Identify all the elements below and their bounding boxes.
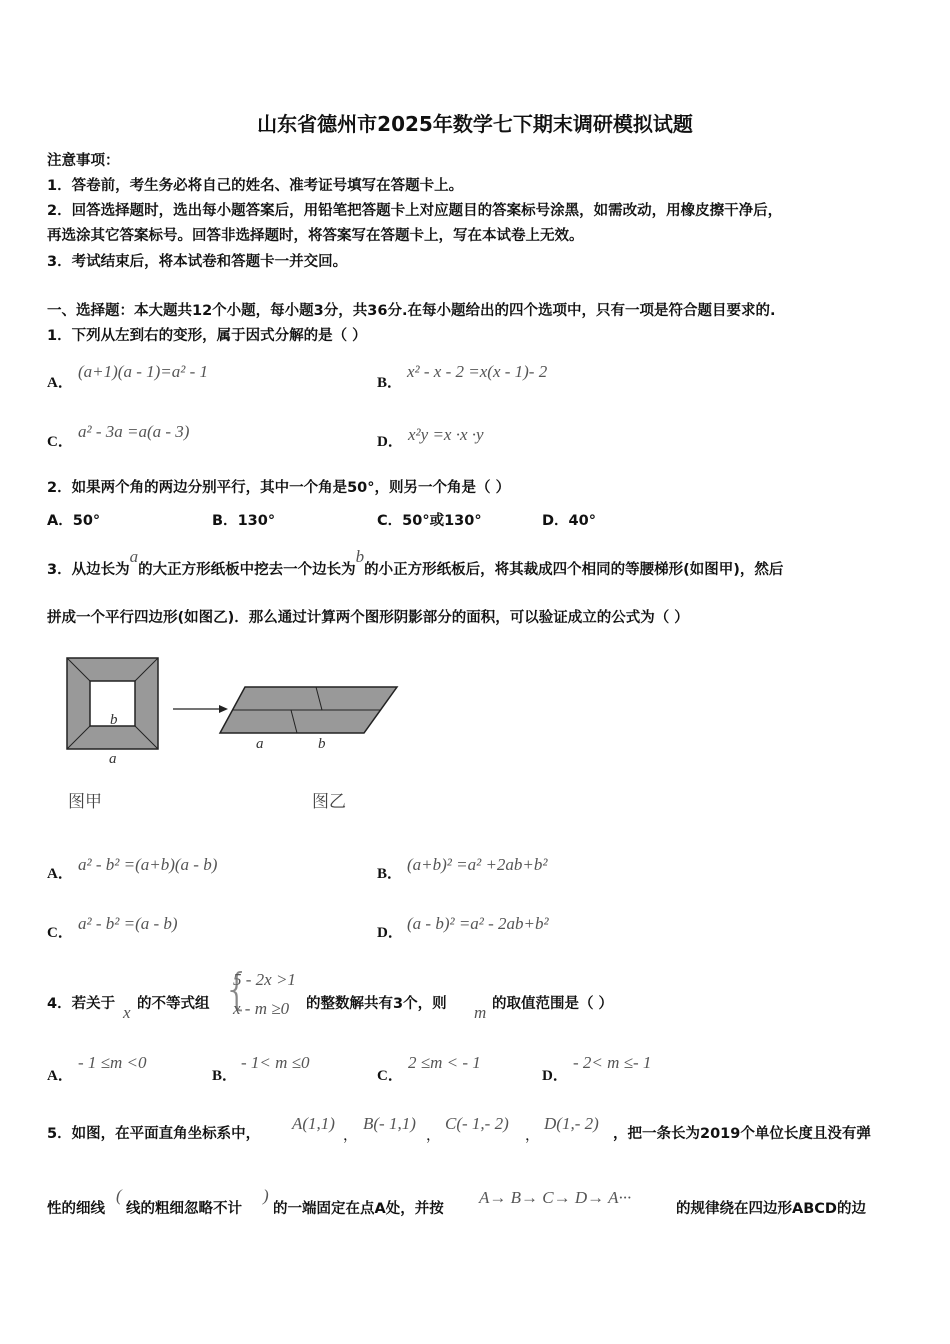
q3-option-a-label: A． xyxy=(47,866,73,882)
q1-option-d-label: D． xyxy=(377,434,403,450)
q5-l2a: 性的细线 xyxy=(47,1201,105,1217)
q4-option-b-label: B． xyxy=(212,1068,238,1084)
q4-p2: 的不等式组 xyxy=(137,996,210,1012)
q5-l2b: 线的粗细忽略不计 xyxy=(126,1201,242,1217)
q4-option-c-math: 2 ≤m < - 1 xyxy=(408,1053,481,1072)
q3-stem-line2: 拼成一个平行四边形(如图乙)．那么通过计算两个图形阴影部分的面积，可以验证成立的公式为（ ） xyxy=(47,610,689,626)
q2-option-a xyxy=(47,512,100,530)
q3-option-a-math: a² - b² =(a+b)(a - b) xyxy=(78,855,218,874)
q3-option-d-math: (a - b)² =a² - 2ab+b² xyxy=(407,914,549,933)
q2-stem: 2．如果两个角的两边分别平行，其中一个角是50°，则另一个角是（ ） xyxy=(47,480,511,496)
q2-option-d xyxy=(542,512,596,530)
q1-option-b-math: x² - x - 2 =x(x - 1)- 2 xyxy=(407,362,548,381)
q4-option-a-math: - 1 ≤m <0 xyxy=(78,1053,147,1072)
q4-p1: 4．若关于 xyxy=(47,996,116,1012)
q1-option-c-math: a² - 3a =a(a - 3) xyxy=(78,422,190,441)
q4-system-2: x - m ≥0 xyxy=(233,999,290,1018)
text: 50° xyxy=(72,513,101,529)
sep: ， xyxy=(426,1128,441,1144)
q1-option-d-math: x²y =x ·x ·y xyxy=(408,425,484,444)
q4-p4: 的取值范围是（ ） xyxy=(492,996,614,1012)
point-b: B(- 1,1) xyxy=(363,1114,416,1133)
q3-option-b-label: B． xyxy=(377,866,403,882)
q2-option-c xyxy=(377,512,482,530)
q3-stem xyxy=(47,547,784,579)
fig2-label-a: a xyxy=(256,736,264,752)
notice-item: 2．回答选择题时，选出每小题答案后，用铅笔把答题卡上对应题目的答案标号涂黑，如需改动，用橡皮擦干净后， xyxy=(47,203,783,219)
fig2-caption: 图乙 xyxy=(312,792,346,812)
notice-item: 再选涂其它答案标号。回答非选择题时，将答案写在答题卡上，写在本试卷上无效。 xyxy=(47,228,584,244)
brace-icon: { xyxy=(223,964,251,1015)
q3-option-d-label: D． xyxy=(377,925,403,941)
figure-yi xyxy=(220,687,397,733)
label: D． xyxy=(542,513,569,529)
q3-option-c-label: C． xyxy=(47,925,73,941)
q1-option-a-label: A． xyxy=(47,375,73,391)
fig-label-a: a xyxy=(109,751,117,767)
fig1-caption: 图甲 xyxy=(68,792,102,812)
notice-item: 1．答卷前，考生务必将自己的姓名、准考证号填写在答题卡上。 xyxy=(47,178,464,194)
section-heading: 一、选择题：本大题共12个小题，每小题3分，共36分.在每小题给出的四个选项中，只有一项是符合题目要求的. xyxy=(47,303,776,319)
notice-heading: 注意事项： xyxy=(47,153,120,169)
text: 的大正方形纸板中挖去一个边长为 xyxy=(138,562,356,578)
q1-option-b-label: B． xyxy=(377,375,403,391)
q5-l2d: 的规律绕在四边形ABCD的边 xyxy=(676,1201,866,1217)
label: A． xyxy=(47,513,73,529)
q4-p3: 的整数解共有3个，则 xyxy=(306,996,447,1012)
q5-p1: 5．如图，在平面直角坐标系中， xyxy=(47,1126,261,1142)
q3-option-c-math: a² - b² =(a - b) xyxy=(78,914,178,933)
arrow-icon xyxy=(173,705,228,713)
q4-option-d-label: D． xyxy=(542,1068,568,1084)
q3-option-b-math: (a+b)² =a² +2ab+b² xyxy=(407,855,548,874)
q1-stem: 1．下列从左到右的变形，属于因式分解的是（ ） xyxy=(47,328,367,344)
var-m: m xyxy=(474,1003,487,1022)
paren-close: ) xyxy=(263,1186,269,1205)
paren-open: ( xyxy=(116,1186,122,1205)
sequence: A→ B→ C→ D→ A··· xyxy=(479,1188,632,1207)
q4-option-c-label: C． xyxy=(377,1068,403,1084)
var-b: b xyxy=(355,547,365,566)
text: 50°或130° xyxy=(402,513,482,529)
label: C． xyxy=(377,513,403,529)
sep: ， xyxy=(343,1128,358,1144)
label: B． xyxy=(212,513,238,529)
q4-option-a-label: A． xyxy=(47,1068,73,1084)
var-a: a xyxy=(129,547,139,566)
var-x: x xyxy=(123,1003,131,1022)
text: 3．从边长为 xyxy=(47,562,130,578)
text: 40° xyxy=(568,513,596,529)
notice-item: 3．考试结束后，将本试卷和答题卡一并交回。 xyxy=(47,254,348,270)
text: 的小正方形纸板后，将其裁成四个相同的等腰梯形(如图甲)，然后 xyxy=(364,562,784,578)
point-a: A(1,1) xyxy=(292,1114,335,1133)
q1-option-c-label: C． xyxy=(47,434,73,450)
q4-option-b-math: - 1< m ≤0 xyxy=(241,1053,310,1072)
q4-option-d-math: - 2< m ≤- 1 xyxy=(573,1053,652,1072)
page-title: 山东省德州市2025年数学七下期末调研模拟试题 xyxy=(257,112,693,136)
figure-jia xyxy=(67,658,158,749)
q2-option-b xyxy=(212,512,275,530)
fig2-label-b: b xyxy=(318,736,326,752)
q5-l2c: 的一端固定在点A处，并按 xyxy=(273,1201,444,1217)
text: 130° xyxy=(237,513,276,529)
point-c: C(- 1,- 2) xyxy=(445,1114,509,1133)
q1-option-a-math: (a+1)(a - 1)=a² - 1 xyxy=(78,362,209,381)
point-d: D(1,- 2) xyxy=(544,1114,599,1133)
q4-system-1: 5 - 2x >1 xyxy=(233,970,296,989)
fig-label-b: b xyxy=(110,712,118,728)
q5-p2: ，把一条长为2019个单位长度且没有弹 xyxy=(613,1126,871,1142)
sep: ， xyxy=(525,1128,540,1144)
